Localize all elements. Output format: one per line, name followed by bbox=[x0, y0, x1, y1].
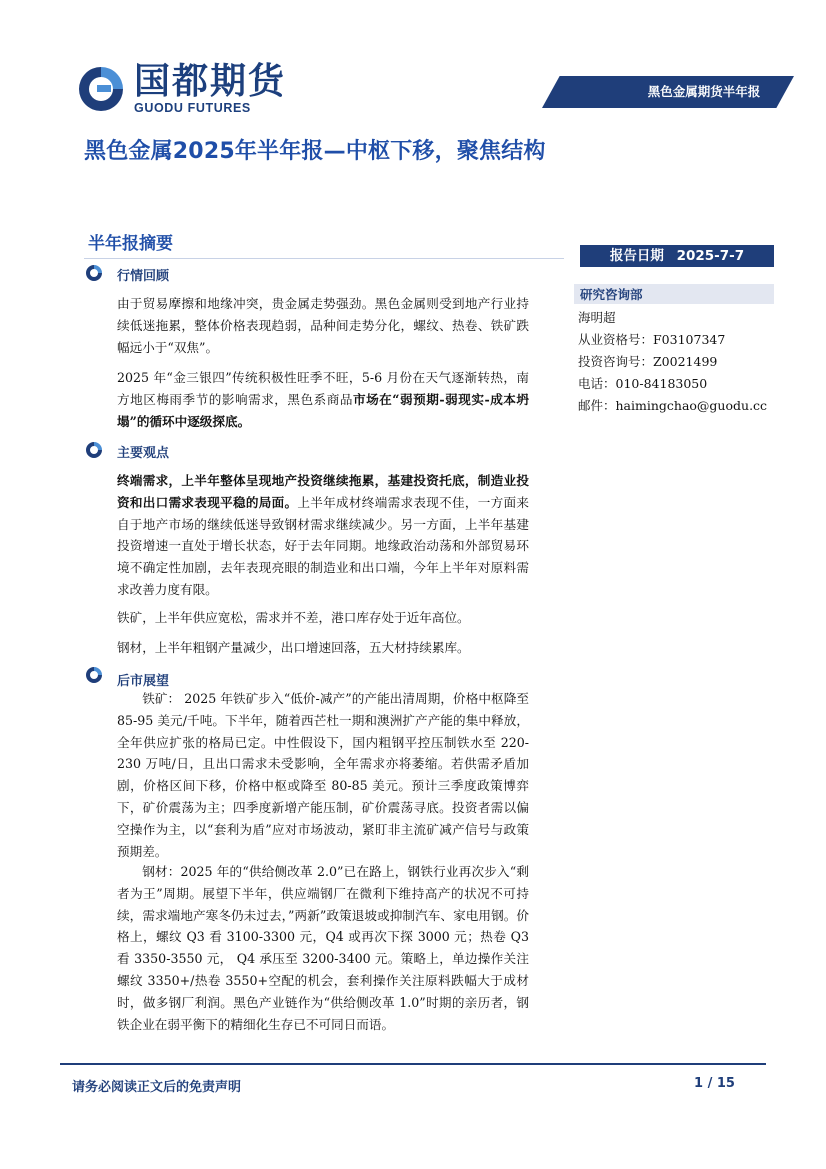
viewpoint-paragraph-1: 终端需求，上半年整体呈现地产投资继续拖累，基建投资托底，制造业投资和出口需求表现平稳的局面。上半年成材终端需求表现不佳，一方面来自于地产市场的继续低迷导致钢材需求继续减少。另一方面，上半年基建投资增速一直处于增长状态，好于去年同期。地缘政治动荡和外部贸易环境不确定性加剧，去年表现亮眼的制造业和出口端，今年上半年对原料需求改善力度有限。 bbox=[117, 473, 530, 597]
email-address: 邮件：haimingchao@guodu.cc bbox=[578, 398, 768, 413]
page-number: 1 / 15 bbox=[694, 1076, 735, 1091]
section-bullet-icon bbox=[85, 441, 103, 459]
section-bullet-icon bbox=[85, 264, 103, 282]
contact-heading: 研究咨询部 bbox=[580, 287, 643, 302]
viewpoint-paragraph-2: 铁矿，上半年供应宽松，需求并不差，港口库存处于近年高位。 bbox=[117, 610, 470, 625]
section-title-viewpoints: 主要观点 bbox=[117, 446, 170, 461]
outlook-iron-ore: 铁矿： 2025 年铁矿步入“低价-减产”的产能出清周期，价格中枢降至 85-95 美元/千吨。下半年，随着西芒杜一期和澳洲扩产产能的集中释放，全年供应扩张的格局已定。中性假设下，国内粗钢平控压制铁水至 220-230 万吨/日，且出口需求未受影响，全年需求亦将萎缩。若供需矛盾加剧，价格区间下移，价格中枢或降至 80-85 美元。预计三季度政策博弈下，矿价震荡为主；四季度新增产能压制，矿价震荡寻底。投资者需以偏空操作为主，以“套利为盾”应对市场波动，紧盯非主流矿减产信号与政策预期差。 bbox=[117, 691, 529, 859]
qualification-number: 从业资格号：F03107347 bbox=[578, 332, 726, 347]
report-date-label: 报告日期 bbox=[609, 248, 664, 264]
analyst-name: 海明超 bbox=[578, 310, 616, 325]
outlook-steel: 钢材：2025 年的“供给侧改革 2.0”已在路上，钢铁行业再次步入“剩者为王”周期。展望下半年，供应端钢厂在微利下维持高产的状况不可持续，需求端地产寒冬仍未过去，”两新”政策退坡或抑制汽车、家电用钢。价格上，螺纹 Q3 看 3100-3300 元，Q4 或再次下探 3000 元；热卷 Q3 看 3350-3550 元， Q4 承压至 3200-3400 元。策略上，单边操作关注螺纹 3350+/热卷 3550+空配的机会，套利操作关注原料跌幅大于成材时，做多钢厂利润。黑色产业链作为“供给侧改革 1.0”时期的亲历者，钢铁企业在弱平衡下的精细化生存已不可同日而语。 bbox=[117, 864, 529, 1032]
section-title-review: 行情回顾 bbox=[117, 269, 170, 284]
page-title: 黑色金属2025年半年报—中枢下移，聚焦结构 bbox=[84, 139, 546, 164]
logo-chinese-name: 国都期货 bbox=[134, 61, 287, 102]
section-title-outlook: 后市展望 bbox=[117, 674, 170, 689]
consulting-number: 投资咨询号：Z0021499 bbox=[578, 354, 718, 369]
section-bullet-icon bbox=[85, 666, 103, 684]
report-date-box bbox=[580, 245, 774, 267]
summary-heading: 半年报摘要 bbox=[88, 234, 173, 254]
report-type-label: 黑色金属期货半年报 bbox=[647, 84, 761, 99]
report-date-value: 2025-7-7 bbox=[676, 248, 745, 264]
guodu-logo-icon bbox=[76, 64, 126, 114]
review-paragraph-2: 2025 年“金三银四”传统积极性旺季不旺，5-6 月份在天气逐渐转热，南方地区梅雨季节的影响需求，黑色系商品市场在“弱预期-弱现实-成本坍塌”的循环中逐级探底。 bbox=[117, 370, 530, 429]
review-paragraph-1: 由于贸易摩擦和地缘冲突，贵金属走势强劲。黑色金属则受到地产行业持续低迷拖累，整体价格表现趋弱，品种间走势分化，螺纹、热卷、铁矿跌幅远小于“双焦”。 bbox=[117, 296, 529, 355]
phone-number: 电话：010-84183050 bbox=[578, 376, 708, 391]
logo-english-name: GUODU FUTURES bbox=[134, 101, 251, 115]
viewpoint-paragraph-3: 钢材，上半年粗钢产量减少，出口增速回落，五大材持续累库。 bbox=[117, 640, 470, 655]
footer-divider bbox=[60, 1063, 766, 1065]
disclaimer-notice: 请务必阅读正文后的免责声明 bbox=[72, 1080, 242, 1095]
divider bbox=[84, 258, 564, 259]
